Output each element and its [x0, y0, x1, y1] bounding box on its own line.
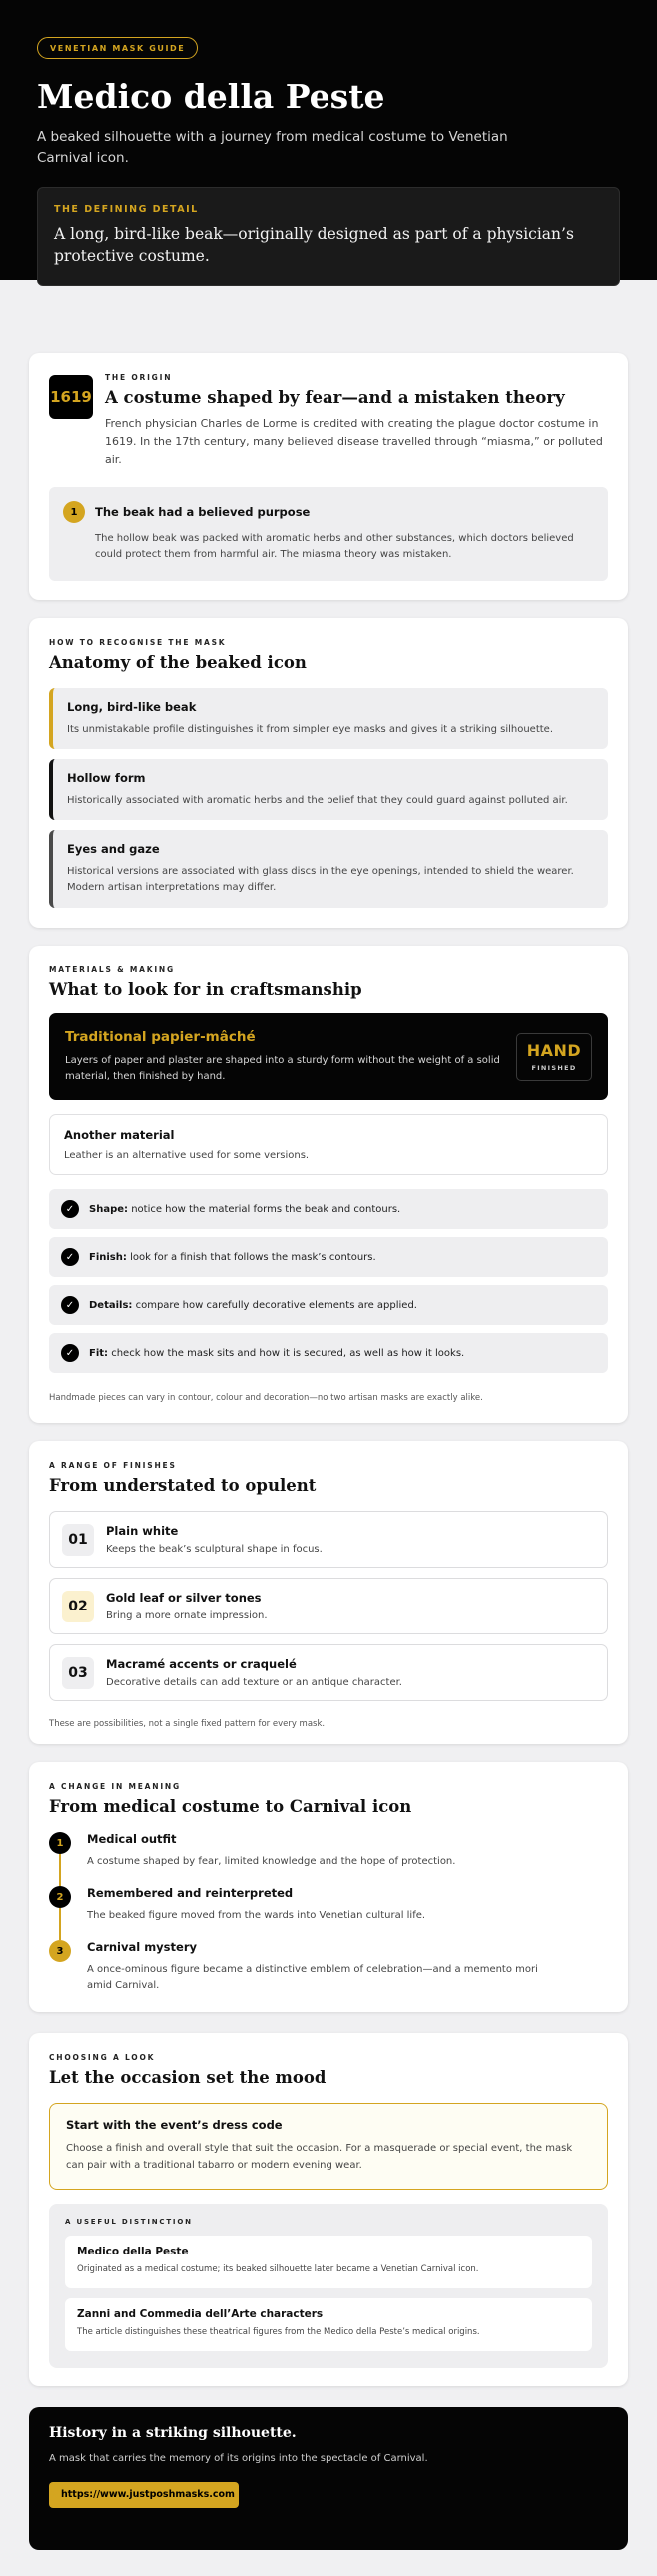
anatomy-item-body: Historical versions are associated with glass discs in the eye openings, intended to shield the wearer. Modern artisan interpretations may differ. — [67, 866, 574, 893]
dress-code-title: Start with the event’s dress code — [66, 2118, 283, 2132]
origin-card — [29, 353, 628, 600]
craft-eyebrow: MATERIALS & MAKING — [49, 966, 175, 974]
other-material-body: Leather is an alternative used for some versions. — [64, 1150, 310, 1161]
finish-title: Plain white — [106, 1524, 179, 1538]
finish-item — [49, 1511, 608, 1568]
check-label: Fit: — [89, 1347, 109, 1359]
anatomy-eyebrow: HOW TO RECOGNISE THE MASK — [49, 638, 227, 647]
year-badge: 1619 — [49, 375, 93, 419]
other-material-box — [49, 1114, 608, 1175]
finish-body: Bring a more ornate impression. — [106, 1610, 268, 1621]
origin-title: A costume shaped by fear—and a mistaken theory — [105, 388, 565, 407]
timeline-item — [49, 1832, 608, 1886]
origin-body: French physician Charles de Lorme is credited with creating the plague doctor costume in 1619. In the 17th century, many believed disease travelled through “miasma,” or polluted air. — [105, 417, 603, 466]
page-title: Medico della Peste — [37, 77, 385, 116]
dress-code-box — [49, 2103, 608, 2190]
anatomy-item-body: Historically associated with aromatic herbs and the belief that they could guard against polluted air. — [67, 795, 568, 806]
finishes-eyebrow: A RANGE OF FINISHES — [49, 1461, 177, 1470]
finish-body: Keeps the beak’s sculptural shape in focus. — [106, 1544, 323, 1555]
look-card — [29, 2033, 628, 2386]
finish-body: Decorative details can add texture or an antique character. — [106, 1677, 402, 1688]
look-eyebrow: CHOOSING A LOOK — [49, 2053, 156, 2062]
meaning-timeline — [49, 1832, 608, 1994]
defining-detail-text: A long, bird-like beak—originally designed as part of a physician’s protective costume. — [54, 225, 574, 265]
hand-finished-badge — [516, 1033, 592, 1081]
note-number-badge: 1 — [63, 501, 85, 523]
defining-detail-label: THE DEFINING DETAIL — [54, 204, 199, 215]
meaning-title: From medical costume to Carnival icon — [49, 1797, 412, 1816]
timeline-step-badge: 2 — [49, 1886, 71, 1908]
check-icon: ✓ — [61, 1296, 79, 1314]
check-text: look for a finish that follows the mask’s contours. — [126, 1251, 376, 1263]
note-body: The hollow beak was packed with aromatic herbs and other substances, which doctors believed could protect them from harmful air. The miasma theory was mistaken. — [95, 533, 574, 560]
papier-mache-title: Traditional papier-mâché — [65, 1028, 256, 1045]
check-text: check how the mask sits and how it is secured, as well as how it looks. — [108, 1347, 465, 1359]
anatomy-item-body: Its unmistakable profile distinguishes it from simpler eye masks and gives it a striking silhouette. — [67, 724, 553, 735]
check-icon: ✓ — [61, 1344, 79, 1362]
look-title: Let the occasion set the mood — [49, 2068, 327, 2087]
cta-title: History in a striking silhouette. — [49, 2425, 297, 2441]
website-link-button[interactable]: https://www.justposhmasks.com — [49, 2482, 239, 2508]
distinction-title: Medico della Peste — [77, 2246, 189, 2257]
dress-code-body: Choose a finish and overall style that suit the occasion. For a masquerade or special event, the mask can pair with a traditional tabarro or modern evening wear. — [66, 2143, 573, 2171]
anatomy-item — [49, 830, 608, 908]
distinction-body: Originated as a medical costume; its beaked silhouette later became a Venetian Carnival icon. — [77, 2264, 479, 2274]
timeline-body: A costume shaped by fear, limited knowledge and the hope of protection. — [87, 1856, 456, 1867]
finish-number: 01 — [62, 1524, 94, 1556]
note-title: The beak had a believed purpose — [95, 505, 311, 519]
meaning-card — [29, 1762, 628, 2012]
timeline-step-badge: 1 — [49, 1832, 71, 1854]
anatomy-item-title: Hollow form — [67, 771, 146, 785]
check-text: notice how the material forms the beak and contours. — [128, 1203, 401, 1215]
timeline-connector — [59, 1908, 61, 1940]
timeline-item — [49, 1940, 608, 1994]
distinction-panel — [49, 2204, 608, 2368]
cta-section — [29, 2407, 628, 2550]
finish-item — [49, 1644, 608, 1701]
craft-footnote: Handmade pieces can vary in contour, colour and decoration—no two artisan masks are exactly alike. — [49, 1393, 483, 1403]
hand-badge-big: HAND — [526, 1041, 582, 1060]
finishes-footnote: These are possibilities, not a single fixed pattern for every mask. — [49, 1719, 326, 1729]
papier-mache-body: Layers of paper and plaster are shaped into a sturdy form without the weight of a solid material, then finished by hand. — [65, 1054, 500, 1082]
origin-eyebrow: THE ORIGIN — [105, 373, 173, 382]
distinction-body: The article distinguishes these theatrical figures from the Medico della Peste’s medical origins. — [77, 2327, 480, 2337]
defining-detail-box — [37, 187, 620, 286]
beak-purpose-note — [49, 487, 608, 581]
hand-badge-small: FINISHED — [531, 1064, 577, 1072]
hero-section — [0, 0, 657, 280]
timeline-body: The beaked figure moved from the wards into Venetian cultural life. — [87, 1910, 426, 1921]
check-label: Details: — [89, 1299, 133, 1311]
check-text: compare how carefully decorative elements are applied. — [132, 1299, 417, 1311]
check-label: Finish: — [89, 1251, 127, 1263]
timeline-title: Medical outfit — [87, 1832, 177, 1846]
check-item — [49, 1333, 608, 1373]
anatomy-item — [49, 688, 608, 749]
check-item — [49, 1285, 608, 1325]
finish-title: Macramé accents or craquelé — [106, 1657, 297, 1671]
timeline-item — [49, 1886, 608, 1940]
timeline-title: Carnival mystery — [87, 1940, 197, 1954]
timeline-title: Remembered and reinterpreted — [87, 1886, 294, 1900]
check-label: Shape: — [89, 1203, 129, 1215]
timeline-connector — [59, 1854, 61, 1886]
distinction-title: Zanni and Commedia dell’Arte characters — [77, 2308, 324, 2320]
finishes-card — [29, 1441, 628, 1744]
distinction-item — [65, 2298, 592, 2351]
meaning-eyebrow: A CHANGE IN MEANING — [49, 1782, 181, 1791]
anatomy-item — [49, 759, 608, 820]
craft-title: What to look for in craftsmanship — [49, 980, 362, 999]
finish-item — [49, 1578, 608, 1634]
finish-number: 02 — [62, 1591, 94, 1622]
anatomy-title: Anatomy of the beaked icon — [49, 653, 307, 672]
cta-body: A mask that carries the memory of its origins into the spectacle of Carnival. — [49, 2453, 428, 2464]
craftsmanship-card — [29, 946, 628, 1423]
guide-pill: VENETIAN MASK GUIDE — [37, 37, 198, 59]
check-icon: ✓ — [61, 1200, 79, 1218]
anatomy-item-title: Eyes and gaze — [67, 842, 160, 856]
finishes-title: From understated to opulent — [49, 1476, 317, 1495]
timeline-body: A once-ominous figure became a distinctive emblem of celebration—and a memento mori amid Carnival. — [87, 1964, 538, 1991]
check-item — [49, 1237, 608, 1277]
distinction-label: A USEFUL DISTINCTION — [65, 2218, 193, 2226]
papier-mache-box — [49, 1013, 608, 1100]
check-icon: ✓ — [61, 1248, 79, 1266]
anatomy-item-title: Long, bird-like beak — [67, 700, 197, 714]
finish-number: 03 — [62, 1657, 94, 1689]
other-material-title: Another material — [64, 1128, 175, 1142]
distinction-item — [65, 2236, 592, 2288]
hero-subtitle: A beaked silhouette with a journey from medical costume to Venetian Carnival icon. — [37, 129, 508, 166]
timeline-step-badge: 3 — [49, 1940, 71, 1962]
check-item — [49, 1189, 608, 1229]
anatomy-card — [29, 618, 628, 928]
finish-title: Gold leaf or silver tones — [106, 1591, 262, 1605]
